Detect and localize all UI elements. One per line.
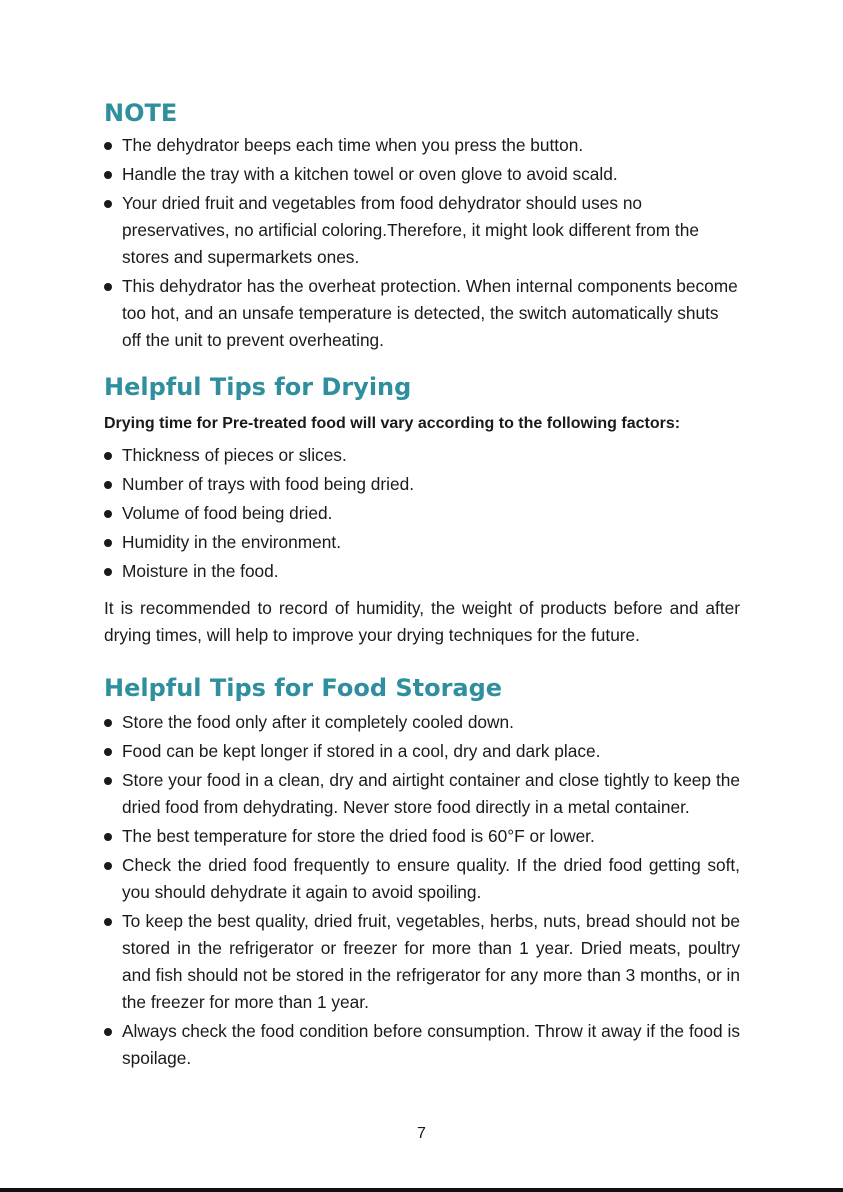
note-list — [104, 132, 740, 354]
note-item: The dehydrator beeps each time when you press the button. — [104, 132, 740, 159]
storage-tip-item: Store the food only after it completely cooled down. — [104, 709, 740, 736]
page-bottom-border — [0, 1188, 843, 1192]
drying-factors-list — [104, 442, 740, 585]
storage-tip-item: Food can be kept longer if stored in a cool, dry and dark place. — [104, 738, 740, 765]
page-number: 7 — [417, 1125, 426, 1142]
storage-tip-item: Always check the food condition before consumption. Throw it away if the food is spoilage. — [104, 1018, 740, 1072]
note-item: Handle the tray with a kitchen towel or oven glove to avoid scald. — [104, 161, 740, 188]
drying-factor-item: Humidity in the environment. — [104, 529, 740, 556]
storage-tip-item: Store your food in a clean, dry and airtight container and close tightly to keep the dried food from dehydrating. Never store food directly in a metal container. — [104, 767, 740, 821]
drying-factor-item: Thickness of pieces or slices. — [104, 442, 740, 469]
page-content — [104, 96, 740, 1074]
storage-tips-heading: Helpful Tips for Food Storage — [104, 674, 503, 702]
storage-tips-list — [104, 709, 740, 1072]
note-item: This dehydrator has the overheat protection. When internal components become too hot, and an unsafe temperature is detected, the switch automatically shuts off the unit to prevent overheating. — [104, 273, 740, 354]
note-heading: NOTE — [104, 99, 178, 127]
storage-tip-item: Check the dried food frequently to ensure quality. If the dried food getting soft, you should dehydrate it again to avoid spoiling. — [104, 852, 740, 906]
drying-factor-item: Number of trays with food being dried. — [104, 471, 740, 498]
note-item: Your dried fruit and vegetables from food dehydrator should uses no preservatives, no artificial coloring.Therefore, it might look different from the stores and supermarkets ones. — [104, 190, 740, 271]
drying-factor-item: Moisture in the food. — [104, 558, 740, 585]
drying-recommendation-paragraph: It is recommended to record of humidity, the weight of products before and after drying times, will help to improve your drying techniques for the future. — [104, 598, 740, 645]
drying-tips-heading: Helpful Tips for Drying — [104, 373, 412, 401]
drying-factor-item: Volume of food being dried. — [104, 500, 740, 527]
storage-tip-item: The best temperature for store the dried food is 60°F or lower. — [104, 823, 740, 850]
drying-factors-subheading: Drying time for Pre-treated food will vary according to the following factors: — [104, 415, 681, 432]
storage-tip-item: To keep the best quality, dried fruit, vegetables, herbs, nuts, bread should not be stored in the refrigerator or freezer for more than 1 year. Dried meats, poultry and fish should not be stored in the refrigerator for any more than 3 months, or in the freezer for more than 1 year. — [104, 908, 740, 1016]
